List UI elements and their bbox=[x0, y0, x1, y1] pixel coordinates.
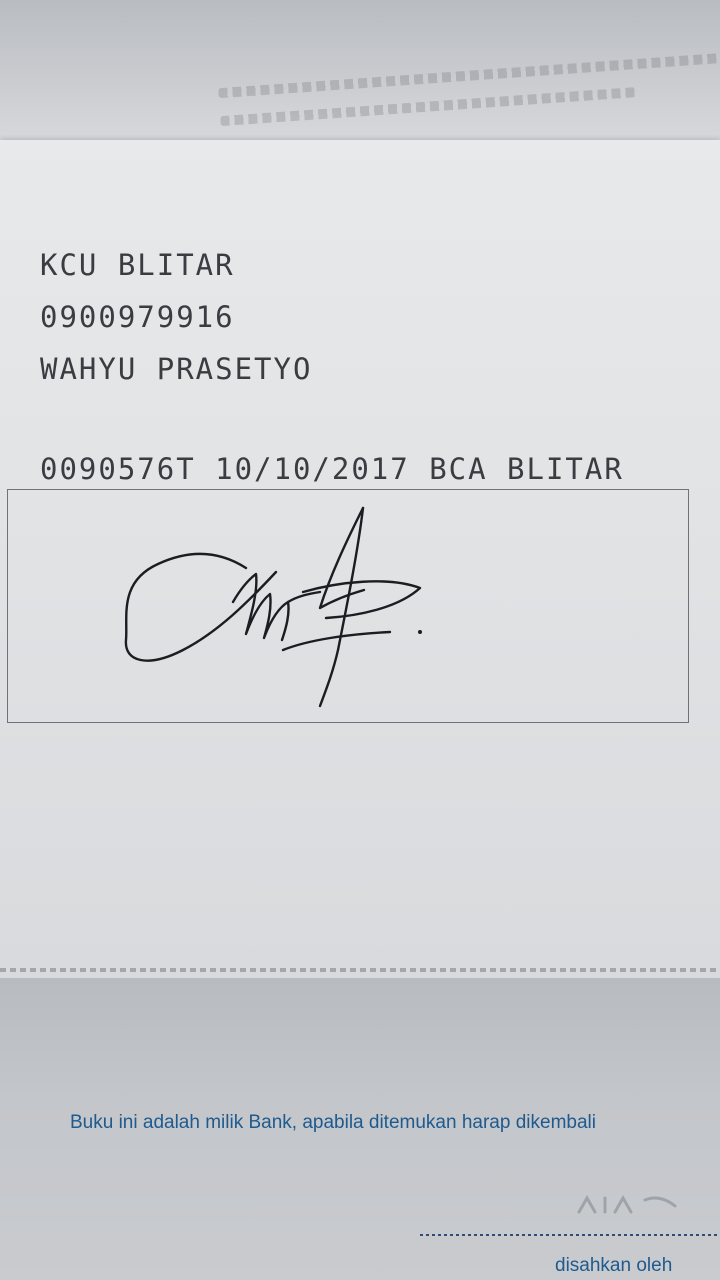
signature-box bbox=[7, 489, 689, 723]
ownership-notice: Buku ini adalah milik Bank, apabila ditemukan harap dikembali bbox=[70, 1112, 596, 1133]
account-holder-name: WAHYU PRASETYO bbox=[40, 352, 313, 386]
validation-record: 0090576T 10/10/2017 BCA BLITAR bbox=[40, 452, 624, 486]
passbook-page bbox=[0, 140, 720, 978]
branch-name: KCU BLITAR bbox=[40, 248, 235, 282]
account-number: 0900979916 bbox=[40, 300, 235, 334]
tear-line bbox=[0, 968, 720, 972]
passbook-cover bbox=[0, 978, 720, 1280]
signature-image bbox=[8, 490, 690, 724]
approved-by-label: disahkan oleh bbox=[555, 1255, 673, 1276]
faint-stamp-mark bbox=[575, 1192, 685, 1218]
previous-page-edge bbox=[0, 0, 720, 150]
signature-dotted-line bbox=[420, 1234, 720, 1236]
